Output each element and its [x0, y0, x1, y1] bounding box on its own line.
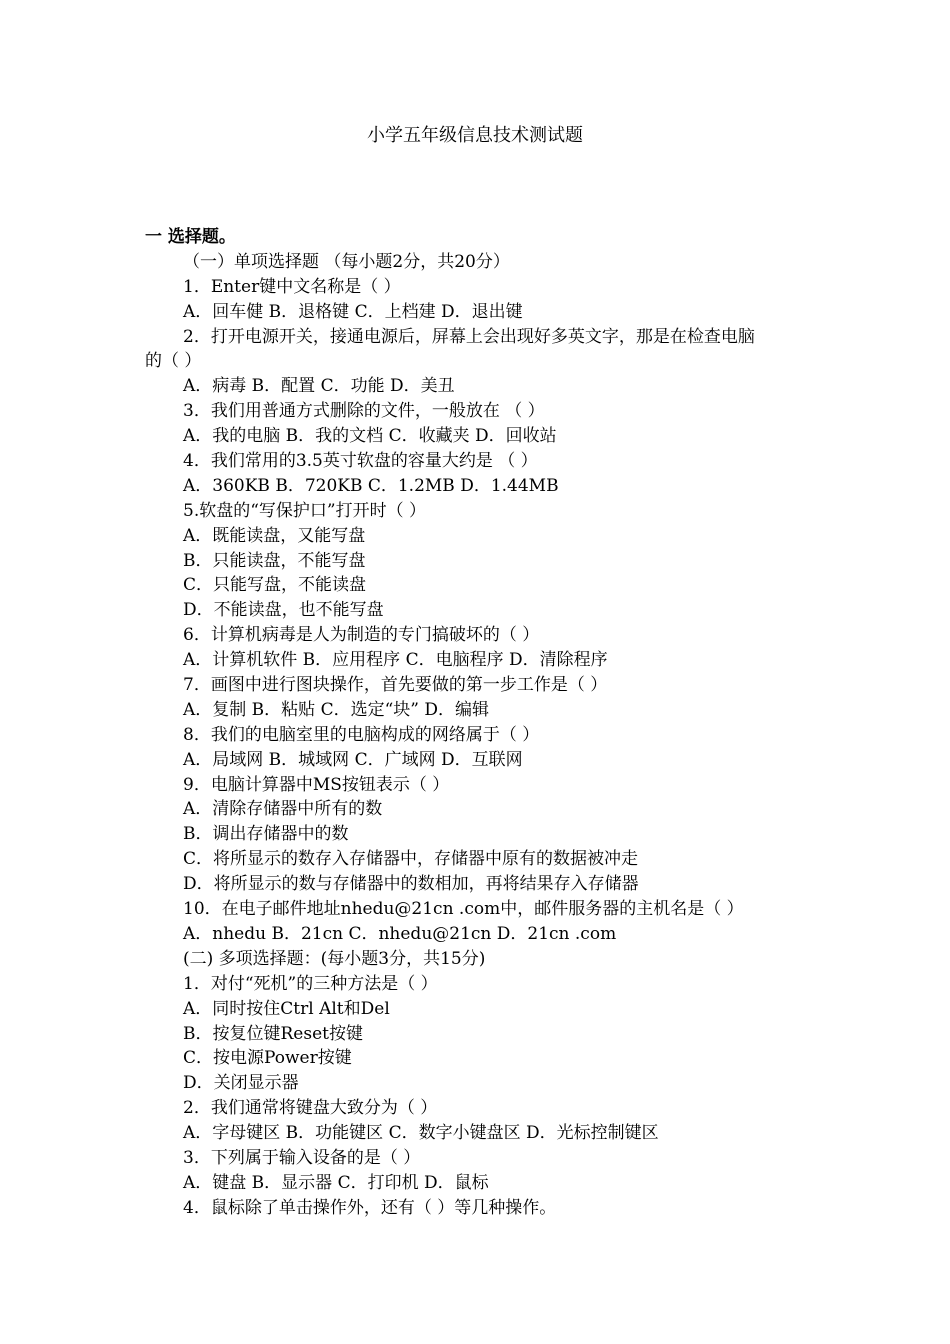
multi-option-1a: A．同时按住Ctrl Alt和Del: [183, 998, 390, 1019]
question-10: 10．在电子邮件地址nhedu@21cn .com中，邮件服务器的主机名是（ ）: [183, 899, 744, 920]
document-title: 小学五年级信息技术测试题: [367, 125, 583, 146]
options-6: A．计算机软件 B．应用程序 C．电脑程序 D．清除程序: [183, 650, 608, 671]
options-2: A．病毒 B．配置 C．功能 D．美丑: [183, 376, 455, 397]
document-body: [145, 225, 825, 1221]
multi-option-1c: C．按电源Power按键: [183, 1048, 352, 1069]
section-heading: 一 选择题。: [145, 227, 236, 247]
question-7: 7．画图中进行图块操作，首先要做的第一步工作是（ ）: [183, 675, 608, 696]
multi-question-3: 3．下列属于输入设备的是（ ）: [183, 1147, 421, 1168]
question-1: 1．Enter键中文名称是（ ）: [183, 276, 401, 297]
option-9d: D．将所显示的数与存储器中的数相加，再将结果存入存储器: [183, 874, 639, 895]
question-3: 3．我们用普通方式删除的文件，一般放在 （ ）: [183, 401, 545, 422]
option-5a: A．既能读盘，又能写盘: [183, 525, 366, 546]
multi-question-4: 4．鼠标除了单击操作外，还有（ ）等几种操作。: [183, 1197, 557, 1218]
multi-question-2: 2．我们通常将键盘大致分为（ ）: [183, 1098, 438, 1119]
question-2-continued: 的（ ）: [145, 351, 202, 372]
question-9: 9．电脑计算器中MS按钮表示（ ）: [183, 774, 450, 795]
option-9c: C．将所显示的数存入存储器中，存储器中原有的数据被冲走: [183, 849, 639, 870]
multi-question-1: 1．对付“死机”的三种方法是（ ）: [183, 973, 438, 994]
options-8: A．局域网 B．城域网 C．广域网 D．互联网: [183, 749, 523, 770]
question-8: 8．我们的电脑室里的电脑构成的网络属于（ ）: [183, 724, 540, 745]
multi-options-2: A．字母键区 B．功能键区 C．数字小键盘区 D．光标控制键区: [183, 1123, 659, 1144]
option-5b: B．只能读盘，不能写盘: [183, 550, 366, 571]
question-2: 2．打开电源开关，接通电源后，屏幕上会出现好多英文字，那是在检查电脑: [183, 326, 755, 347]
options-1: A．回车健 B．退格键 C．上档建 D．退出键: [183, 301, 523, 322]
multi-option-1b: B．按复位键Reset按键: [183, 1023, 363, 1044]
subsection-heading-single-choice: （一）单项选择题 （每小题2分，共20分）: [183, 251, 510, 272]
question-5: 5.软盘的“写保护口”打开时（ ）: [183, 500, 427, 521]
options-7: A．复制 B．粘贴 C．选定“块” D．编辑: [183, 699, 489, 720]
question-6: 6．计算机病毒是人为制造的专门搞破坏的（ ）: [183, 625, 540, 646]
multi-options-3: A．键盘 B．显示器 C．打印机 D．鼠标: [183, 1172, 489, 1193]
options-3: A．我的电脑 B．我的文档 C．收藏夹 D．回收站: [183, 426, 557, 447]
question-4: 4．我们常用的3.5英寸软盘的容量大约是 （ ）: [183, 451, 538, 472]
option-9b: B．调出存储器中的数: [183, 824, 349, 845]
option-5c: C．只能写盘，不能读盘: [183, 575, 367, 596]
options-10: A．nhedu B．21cn C．nhedu@21cn D．21cn .com: [183, 923, 617, 944]
multi-option-1d: D．关闭显示器: [183, 1073, 299, 1094]
option-9a: A．清除存储器中所有的数: [183, 799, 383, 820]
subsection-heading-multiple-choice: (二) 多项选择题：(每小题3分，共15分): [183, 948, 486, 969]
option-5d: D．不能读盘，也不能写盘: [183, 600, 384, 621]
options-4: A．360KB B．720KB C．1.2MB D．1.44MB: [183, 475, 559, 496]
